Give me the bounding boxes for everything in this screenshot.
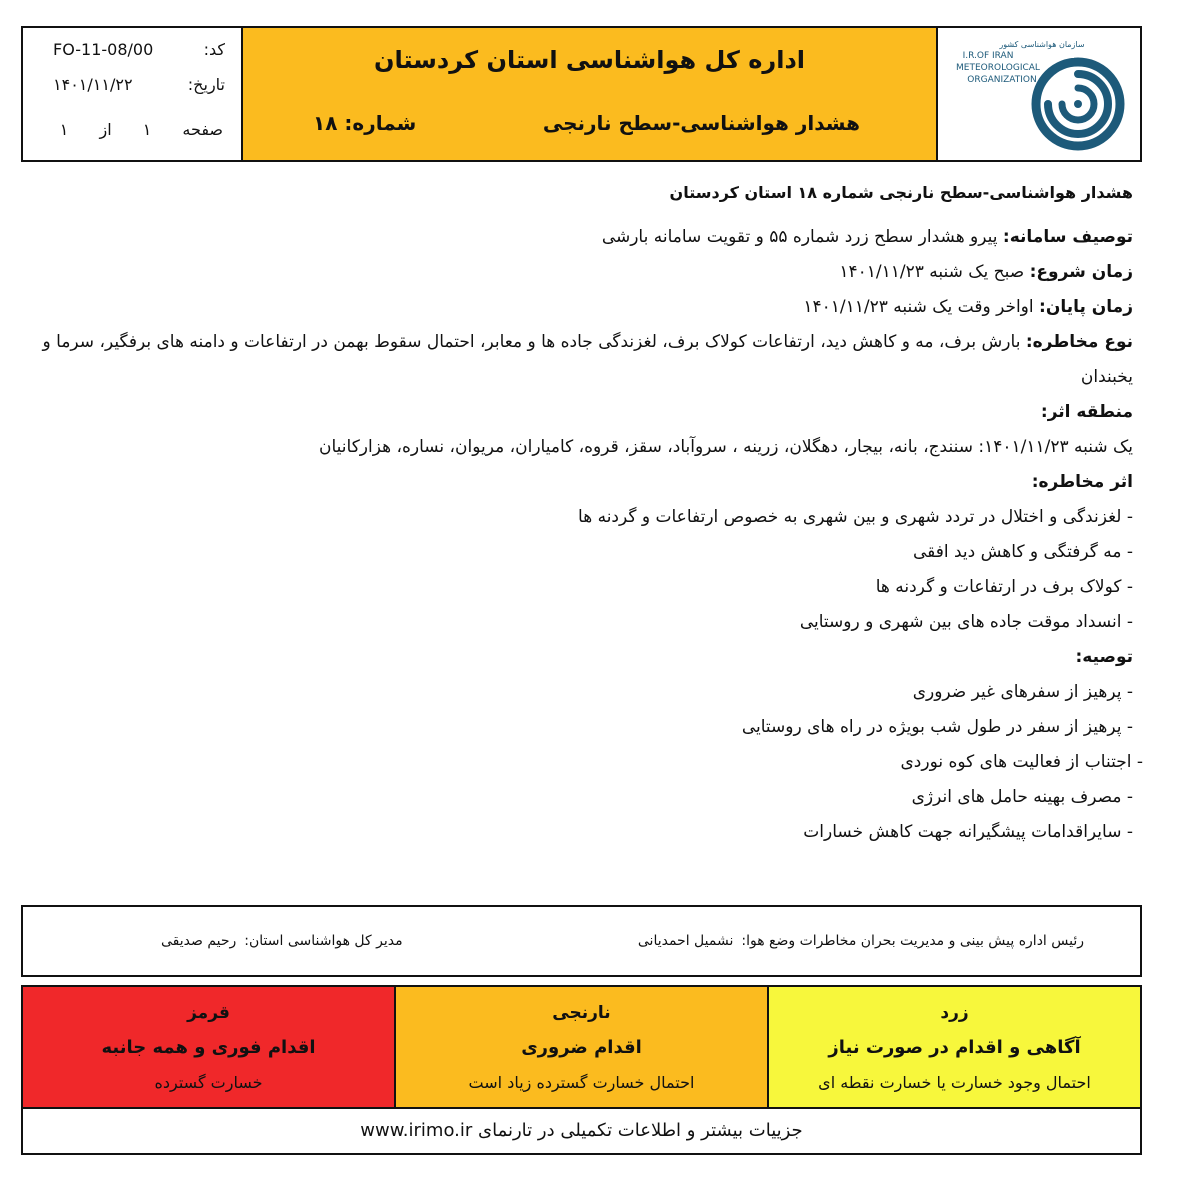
legend-orange-action: اقدام ضروری: [521, 1037, 642, 1058]
warning-title: هشدار هواشناسی-سطح نارنجی: [542, 111, 860, 135]
date-row: [23, 75, 241, 99]
legend-yellow-desc: احتمال وجود خسارت یا خسارت نقطه ای: [818, 1073, 1091, 1092]
forecast-head-signature: [638, 933, 1084, 949]
warning-body: [33, 178, 1143, 850]
title-band: [243, 28, 938, 160]
logo-cell: [938, 28, 1140, 160]
start-label: زمان شروع:: [1029, 262, 1133, 282]
end-label: زمان پایان:: [1039, 297, 1133, 317]
impact-item: - انسداد موقت جاده های بین شهری و روستایی: [799, 612, 1133, 632]
impact-item: - مه گرفتگی و کاهش دید افقی: [912, 542, 1133, 562]
system-label: توصیف سامانه:: [1002, 227, 1133, 247]
legend-red-action: اقدام فوری و همه جانبه: [101, 1037, 316, 1058]
legend-yellow: [767, 987, 1140, 1107]
advice-item: - پرهیز از سفر در طول شب بویژه در راه های روستایی: [741, 717, 1133, 737]
legend-red: [23, 987, 394, 1107]
advice-item: - سایراقدامات پیشگیرانه جهت کاهش خسارات: [803, 822, 1133, 842]
system-description: [33, 220, 1133, 255]
impact-item: - لغزندگی و اختلال در تردد شهری و بین شهری به خصوص ارتفاعات و گردنه ها: [578, 507, 1133, 527]
date-label: تاریخ:: [187, 75, 225, 94]
legend-red-desc: خسارت گسترده: [154, 1073, 263, 1092]
page-row: [23, 120, 241, 144]
logo-text-en-3: ORGANIZATION: [967, 75, 1037, 85]
body-heading: هشدار هواشناسی-سطح نارنجی شماره ۱۸ استان کردستان: [669, 183, 1133, 202]
director-label: مدیر کل هواشناسی استان:: [244, 933, 403, 949]
document-header: [21, 26, 1142, 162]
hazard-type: [33, 325, 1133, 395]
area-text: یک شنبه ۱۴۰۱/۱۱/۲۳: سنندج، بانه، بیجار، دهگلان، زرینه ، سروآباد، سقز، قروه، کامیاران، مریوان، نساره، هزارکانیان: [318, 437, 1133, 457]
director-signature: [161, 933, 403, 949]
code-label: کد:: [203, 40, 225, 59]
impact-label: اثر مخاطره:: [1031, 472, 1133, 492]
advice-item: - مصرف بهینه حامل های انرژی: [911, 787, 1133, 807]
code-value: FO-11-08/00: [53, 40, 154, 59]
start-time: [33, 255, 1133, 290]
document-meta: [23, 28, 243, 160]
footer-website-note: جزییات بیشتر و اطلاعات تکمیلی در تارنمای www.irimo.ir: [21, 1107, 1142, 1155]
warning-number: شماره: ۱۸: [313, 111, 417, 135]
legend-orange-name: نارنجی: [552, 1003, 611, 1023]
legend-orange: [394, 987, 767, 1107]
director-name: رحیم صدیقی: [161, 933, 237, 949]
system-text: پیرو هشدار سطح زرد شماره ۵۵ و تقویت سامانه بارشی: [601, 227, 998, 247]
area-label: منطقه اثر:: [1040, 402, 1133, 422]
irimo-logo: [950, 34, 1128, 156]
warning-level-legend: [21, 985, 1142, 1109]
date-value: ۱۴۰۱/۱۱/۲۲: [53, 75, 133, 94]
legend-yellow-name: زرد: [940, 1003, 969, 1023]
legend-red-name: قرمز: [187, 1003, 230, 1023]
advice-label: توصیه:: [1075, 647, 1133, 667]
logo-text-en-1: I.R.OF IRAN: [962, 51, 1014, 61]
impact-item: - کولاک برف در ارتفاعات و گردنه ها: [875, 577, 1133, 597]
legend-orange-desc: احتمال خسارت گسترده زیاد است: [468, 1073, 695, 1092]
code-row: [23, 40, 241, 64]
hazard-text: بارش برف، مه و کاهش دید، ارتفاعات کولاک برف، لغزندگی جاده ها و معابر، احتمال سقوط بهمن در ارتفاعات و دامنه های برفگیر، سرما و یخبندان: [42, 332, 1133, 387]
page-number: صفحه ۱ از ۱: [59, 120, 223, 139]
hazard-label: نوع مخاطره:: [1025, 332, 1133, 352]
advice-item: - پرهیز از سفرهای غیر ضروری: [912, 682, 1133, 702]
legend-yellow-action: آگاهی و اقدام در صورت نیاز: [828, 1037, 1081, 1058]
forecast-head-name: نشمیل احمدیانی: [637, 933, 734, 949]
organization-title: اداره کل هواشناسی استان کردستان: [374, 46, 805, 74]
start-text: صبح یک شنبه ۱۴۰۱/۱۱/۲۳: [839, 262, 1025, 282]
logo-text-fa: سازمان هواشناسی کشور: [999, 40, 1085, 49]
signatures-box: [21, 905, 1142, 977]
advice-item: - اجتناب از فعالیت های کوه نوردی: [900, 752, 1143, 772]
logo-text-en-2: METEOROLOGICAL: [956, 63, 1040, 73]
forecast-head-label: رئیس اداره پیش بینی و مدیریت بحران مخاطرات وضع هوا:: [741, 933, 1084, 949]
end-text: اواخر وقت یک شنبه ۱۴۰۱/۱۱/۲۳: [803, 297, 1034, 317]
end-time: [33, 290, 1133, 325]
